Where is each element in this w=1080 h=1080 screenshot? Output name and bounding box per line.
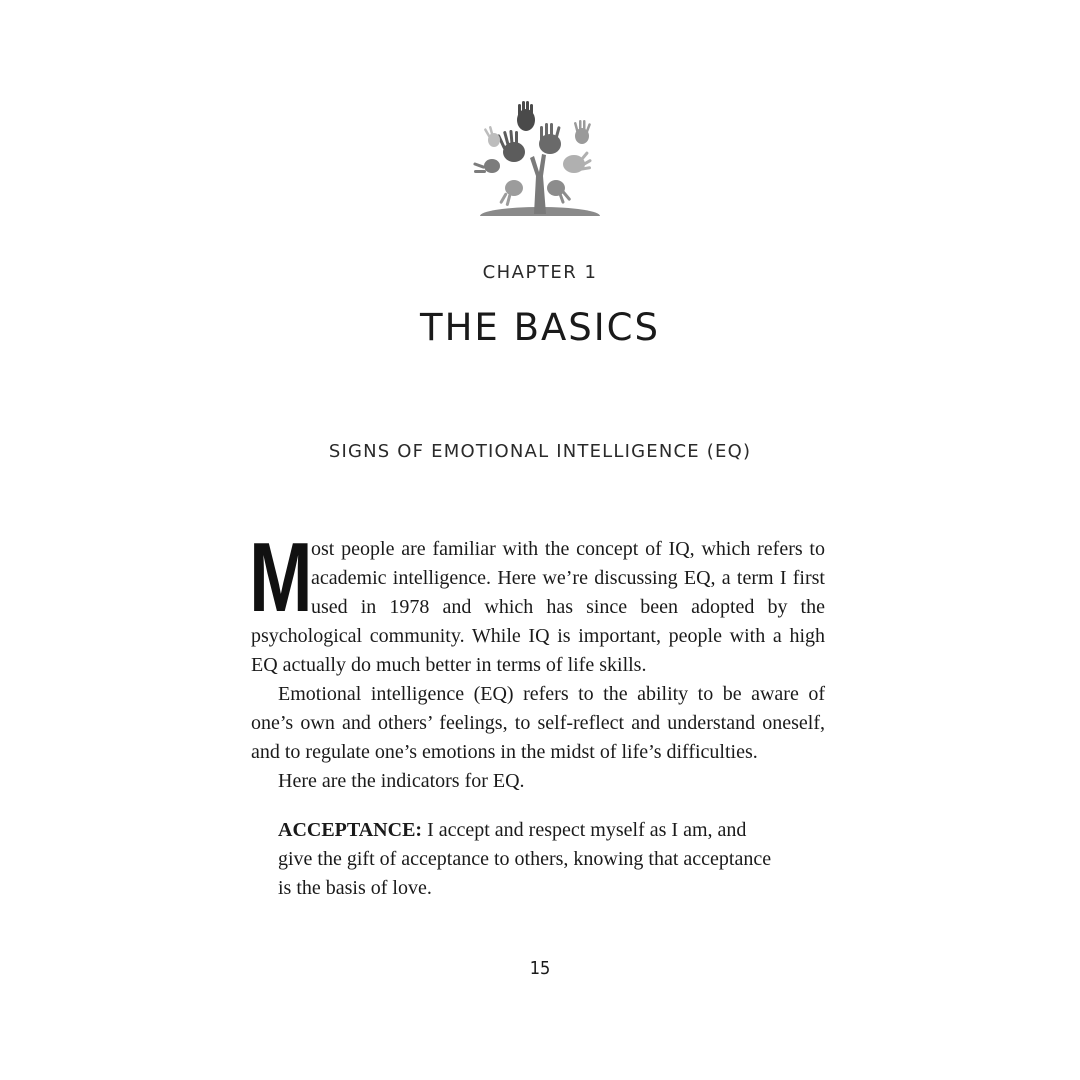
body-text bbox=[249, 522, 825, 903]
hands-tree-icon bbox=[470, 96, 610, 230]
paragraph-3: Here are the indicators for EQ. bbox=[278, 770, 525, 792]
chapter-title: THE BASICS bbox=[420, 306, 660, 349]
paragraph-1-text: ost people are familiar with the concept of IQ, which refers to academic intelligence. Here we’re discussing EQ, a term I first used in 1978 and which has since been adopted by the psychological community. While IQ is important, people with a high EQ actually do much better in terms of life skills. bbox=[251, 538, 825, 676]
drop-cap: M bbox=[249, 522, 313, 632]
definition-text: I accept and respect myself as I am, and give the gift of acceptance to others, knowing that acceptance is the basis of love. bbox=[278, 819, 772, 899]
page-number: 15 bbox=[529, 958, 551, 979]
definition-term: ACCEPTANCE: bbox=[278, 819, 423, 841]
chapter-label: CHAPTER 1 bbox=[482, 262, 598, 283]
section-heading: SIGNS OF EMOTIONAL INTELLIGENCE (EQ) bbox=[328, 441, 752, 462]
paragraph-2: Emotional intelligence (EQ) refers to the ability to be aware of one’s own and others’ feelings, to self-reflect and understand oneself, and to regulate one’s emotions in the midst of life’s difficulties. bbox=[251, 683, 825, 763]
paragraph-1 bbox=[249, 522, 825, 680]
definition-acceptance bbox=[251, 816, 825, 903]
